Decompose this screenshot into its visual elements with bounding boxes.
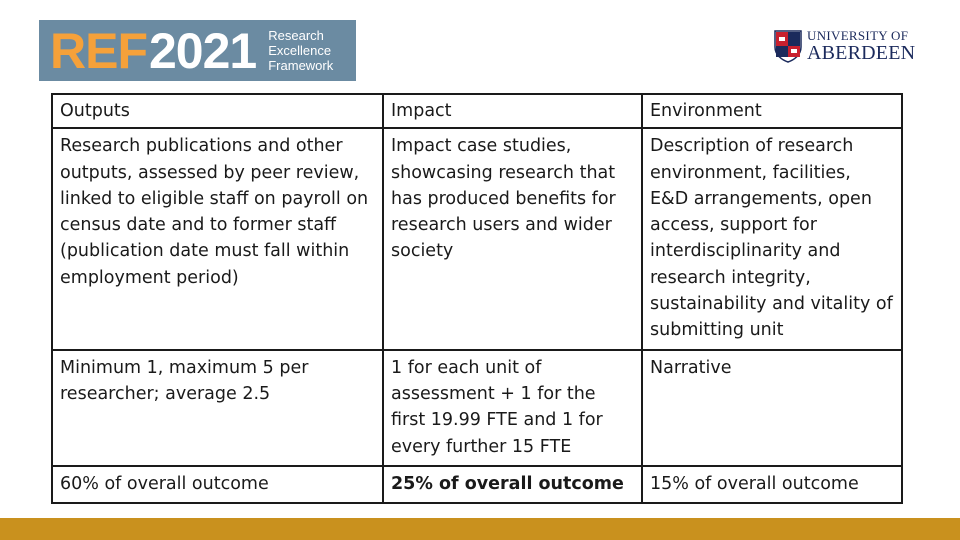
cell-outputs-quantity: Minimum 1, maximum 5 per researcher; average 2.5 — [52, 350, 383, 466]
aberdeen-crest-icon — [773, 29, 803, 63]
cell-environment-quantity: Narrative — [642, 350, 902, 466]
cell-impact-quantity: 1 for each unit of assessment + 1 for the first 19.99 FTE and 1 for every further 15 FTE — [383, 350, 642, 466]
university-logo-line1: UNIVERSITY OF — [807, 28, 909, 43]
ref-logo-year: 2021 — [149, 22, 257, 79]
ref-logo-subtitle — [268, 28, 333, 73]
ref-2021-logo — [39, 20, 356, 81]
header-impact: Impact — [383, 94, 642, 128]
ref-assessment-table — [51, 93, 903, 504]
ref-logo-subtitle-line: Framework — [268, 58, 334, 73]
table-header-row — [52, 94, 902, 128]
bottom-accent-bar — [0, 518, 960, 540]
cell-impact-description: Impact case studies, showcasing research that has produced benefits for research users and wider society — [383, 128, 642, 349]
university-of-aberdeen-logo — [773, 28, 915, 64]
cell-environment-description: Description of research environment, facilities, E&D arrangements, open access, support for interdisciplinarity and research integrity, sustainability and vitality of submitting unit — [642, 128, 902, 349]
cell-outputs-weighting: 60% of overall outcome — [52, 466, 383, 503]
header-environment: Environment — [642, 94, 902, 128]
table-row-weighting — [52, 466, 902, 503]
table-row-quantity — [52, 350, 902, 466]
university-logo-text — [807, 29, 915, 63]
ref-logo-subtitle-line: Excellence — [268, 43, 332, 58]
header-outputs: Outputs — [52, 94, 383, 128]
cell-impact-weighting: 25% of overall outcome — [383, 466, 642, 503]
ref-logo-subtitle-line: Research — [268, 28, 324, 43]
ref-logo-word: REF — [50, 22, 147, 79]
cell-environment-weighting: 15% of overall outcome — [642, 466, 902, 503]
university-logo-line2: ABERDEEN — [807, 42, 916, 64]
cell-outputs-description: Research publications and other outputs, assessed by peer review, linked to eligible staff on payroll on census date and to former staff (publication date must fall within employment period) — [52, 128, 383, 349]
table-row-description — [52, 128, 902, 349]
